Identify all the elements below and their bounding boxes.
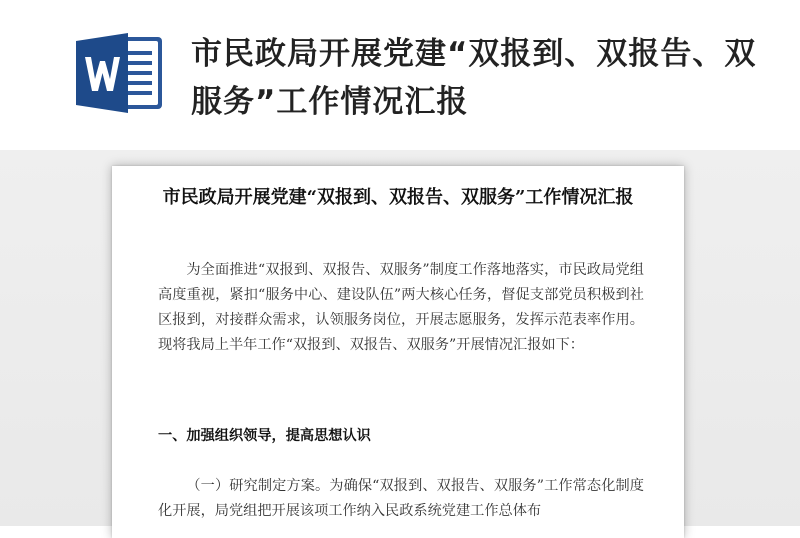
page-title: 市民政局开展党建“双报到、双报告、双服务”工作情况汇报: [162, 187, 634, 208]
document-page: [112, 166, 684, 538]
word-icon: [76, 31, 164, 115]
section-paragraph: （一）研究制定方案。为确保“双报到、双报告、双服务”工作常态化制度化开展，局党组把开展该项工作纳入民政系统党建工作总体布: [158, 478, 644, 519]
document-title-banner: 市民政局开展党建“双报到、双报告、双服务”工作情况汇报: [191, 36, 757, 120]
header-banner: [0, 0, 800, 150]
intro-paragraph: 为全面推进“双报到、双报告、双服务”制度工作落地落实，市民政局党组高度重视，紧扣“服务中心、建设队伍”两大核心任务，督促支部党员积极到社区报到，对接群众需求，认领服务岗位，开展志愿服务，发挥示范表率作用。现将我局上半年工作“双报到、双报告、双服务”开展情况汇报如下：: [158, 262, 644, 353]
section-heading: 一、加强组织领导，提高思想认识: [158, 428, 371, 444]
